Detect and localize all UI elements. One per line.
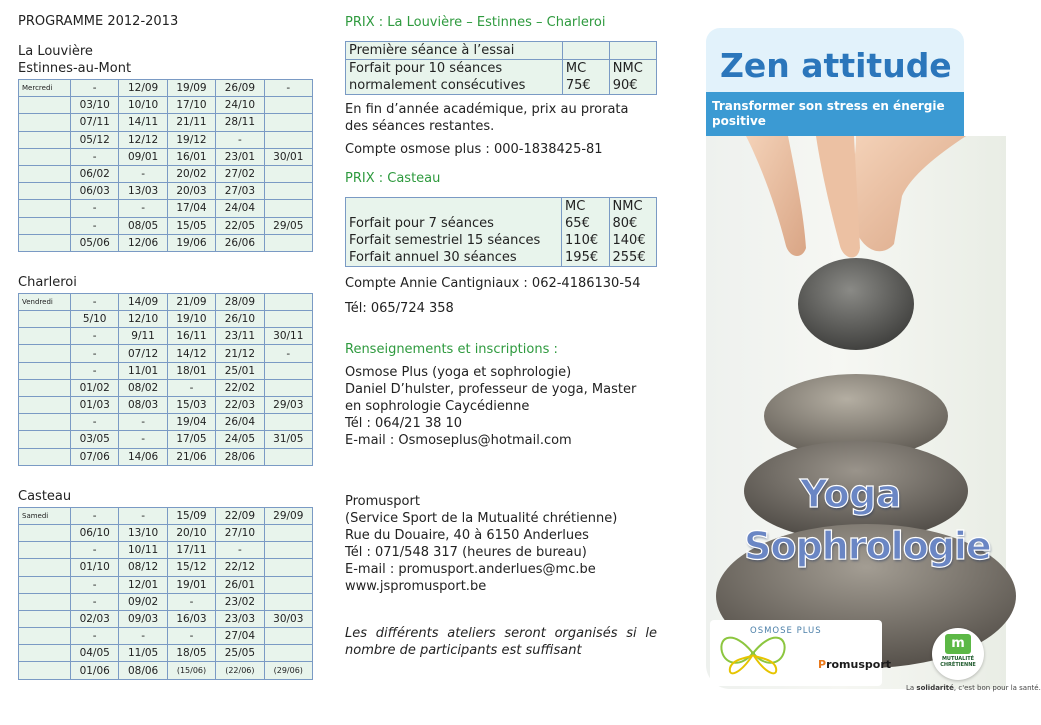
- date-cell: 15/09: [167, 507, 215, 524]
- date-cell: 09/03: [119, 610, 167, 627]
- date-cell: [264, 628, 312, 645]
- location-name: La Louvière: [18, 44, 93, 59]
- osmose-contact: Osmose Plus (yoga et sophrologie) Daniel D’hulster, professeur de yoga, Master en sophrologie Caycédienne Tél : 064/21 38 10 E-mail : Osmoseplus@hotmail.com: [345, 365, 637, 448]
- date-cell: 26/04: [216, 414, 264, 431]
- date-cell: -: [119, 628, 167, 645]
- cover-yoga: Yoga: [800, 472, 901, 516]
- location-name: Casteau: [18, 488, 72, 504]
- date-cell: 01/02: [71, 379, 119, 396]
- date-cell: 09/01: [119, 148, 167, 165]
- date-cell: 17/11: [167, 542, 215, 559]
- date-cell: 07/06: [71, 448, 119, 465]
- table-row: [19, 576, 313, 593]
- date-cell: -: [71, 507, 119, 524]
- promusport-contact: Promusport (Service Sport de la Mutualité chrétienne) Rue du Douaire, 40 à 6150 Anderlues Tél : 071/548 317 (heures de bureau) E-mail : promusport.anderlues@mc.be www.jspromusport.be: [345, 494, 618, 594]
- date-cell: -: [264, 345, 312, 362]
- date-cell: 06/02: [71, 165, 119, 182]
- date-cell: -: [167, 628, 215, 645]
- date-cell: 21/06: [167, 448, 215, 465]
- date-cell: 23/03: [216, 610, 264, 627]
- date-cell: 08/02: [119, 379, 167, 396]
- info-heading: Renseignements et inscriptions :: [345, 342, 558, 357]
- date-cell: 19/09: [167, 80, 215, 97]
- date-cell: (22/06): [216, 662, 264, 679]
- date-cell: 19/06: [167, 234, 215, 251]
- date-cell: -: [71, 80, 119, 97]
- table-row: [19, 628, 313, 645]
- hand-palm-icon: [852, 136, 966, 251]
- date-cell: 16/01: [167, 148, 215, 165]
- date-cell: 26/09: [216, 80, 264, 97]
- date-cell: 16/03: [167, 610, 215, 627]
- date-cell: 12/10: [119, 311, 167, 328]
- table-row: [19, 542, 313, 559]
- date-cell: 30/11: [264, 328, 312, 345]
- table-row: [19, 183, 313, 200]
- date-cell: 31/05: [264, 431, 312, 448]
- table-row: [19, 200, 313, 217]
- table-row: [19, 379, 313, 396]
- date-cell: [264, 200, 312, 217]
- date-cell: [264, 362, 312, 379]
- date-cell: [264, 448, 312, 465]
- date-cell: -: [71, 414, 119, 431]
- table-row: [19, 97, 313, 114]
- programme-title: PROGRAMME 2012-2013: [18, 14, 179, 29]
- date-cell: (29/06): [264, 662, 312, 679]
- date-cell: 23/02: [216, 593, 264, 610]
- table-row: [19, 293, 313, 310]
- date-cell: 22/02: [216, 379, 264, 396]
- date-cell: 06/03: [71, 183, 119, 200]
- table-row: [19, 345, 313, 362]
- date-cell: 19/04: [167, 414, 215, 431]
- date-cell: [264, 114, 312, 131]
- prix2-labels: Forfait pour 7 séances Forfait semestriel 15 séances Forfait annuel 30 séances: [346, 198, 562, 267]
- location-name: Charleroi: [18, 274, 77, 290]
- table-row: [19, 217, 313, 234]
- table-row: [19, 131, 313, 148]
- prix2-nmc: NMC 80€ 140€ 255€: [609, 198, 657, 267]
- schedule-column: [18, 14, 314, 680]
- date-cell: -: [167, 379, 215, 396]
- table-row: [19, 165, 313, 182]
- date-cell: [264, 645, 312, 662]
- prix1-compte: Compte osmose plus : 000-1838425-81: [345, 142, 603, 157]
- date-cell: 01/06: [71, 662, 119, 679]
- date-cell: 14/06: [119, 448, 167, 465]
- prix2-compte: Compte Annie Cantigniaux : 062-4186130-54: [345, 276, 641, 291]
- date-cell: -: [119, 507, 167, 524]
- date-cell: 08/06: [119, 662, 167, 679]
- date-cell: -: [264, 80, 312, 97]
- date-cell: 13/10: [119, 524, 167, 541]
- date-cell: 20/02: [167, 165, 215, 182]
- hand-finger-icon: [746, 136, 806, 256]
- date-cell: 02/03: [71, 610, 119, 627]
- table-row: [19, 448, 313, 465]
- top-stone-icon: [798, 258, 914, 350]
- schedule-section: [18, 488, 314, 680]
- date-cell: 28/11: [216, 114, 264, 131]
- date-cell: 21/11: [167, 114, 215, 131]
- date-cell: [264, 379, 312, 396]
- table-row: [19, 414, 313, 431]
- date-cell: 17/10: [167, 97, 215, 114]
- date-cell: 26/10: [216, 311, 264, 328]
- date-cell: 22/12: [216, 559, 264, 576]
- date-cell: 24/05: [216, 431, 264, 448]
- date-cell: -: [71, 217, 119, 234]
- date-cell: 18/05: [167, 645, 215, 662]
- date-cell: 15/12: [167, 559, 215, 576]
- date-cell: 23/01: [216, 148, 264, 165]
- date-cell: -: [71, 200, 119, 217]
- table-row: [19, 148, 313, 165]
- date-cell: 03/05: [71, 431, 119, 448]
- date-cell: 28/06: [216, 448, 264, 465]
- date-cell: 20/10: [167, 524, 215, 541]
- date-cell: -: [71, 328, 119, 345]
- prix2-table: [345, 197, 657, 267]
- table-row: [19, 559, 313, 576]
- date-cell: [264, 593, 312, 610]
- table-row: [19, 645, 313, 662]
- date-cell: 15/03: [167, 397, 215, 414]
- date-cell: 05/06: [71, 234, 119, 251]
- prix2-tel: Tél: 065/724 358: [345, 301, 454, 316]
- date-cell: -: [216, 542, 264, 559]
- date-cell: 08/03: [119, 397, 167, 414]
- date-cell: -: [119, 165, 167, 182]
- date-cell: 12/09: [119, 80, 167, 97]
- prix2-mc: MC 65€ 110€ 195€: [562, 198, 609, 267]
- prix1-table: [345, 41, 657, 95]
- date-cell: 07/11: [71, 114, 119, 131]
- schedule-sections: [18, 43, 314, 680]
- table-row: [19, 114, 313, 131]
- date-cell: 26/06: [216, 234, 264, 251]
- date-cell: 17/05: [167, 431, 215, 448]
- date-cell: [264, 524, 312, 541]
- table-row: [19, 362, 313, 379]
- schedule-section: [18, 43, 314, 252]
- date-cell: 25/05: [216, 645, 264, 662]
- cover-sophrologie: Sophrologie: [744, 524, 991, 568]
- date-cell: 12/01: [119, 576, 167, 593]
- date-cell: [264, 311, 312, 328]
- date-cell: 19/01: [167, 576, 215, 593]
- date-cell: -: [216, 131, 264, 148]
- prix1-heading: PRIX : La Louvière – Estinnes – Charleroi: [345, 15, 606, 30]
- table-row: [19, 593, 313, 610]
- date-cell: -: [167, 593, 215, 610]
- date-cell: 20/03: [167, 183, 215, 200]
- date-cell: [264, 576, 312, 593]
- date-cell: -: [71, 345, 119, 362]
- date-cell: 12/06: [119, 234, 167, 251]
- date-cell: [264, 542, 312, 559]
- date-cell: -: [71, 593, 119, 610]
- table-row: [19, 610, 313, 627]
- schedule-section: [18, 274, 314, 466]
- date-cell: 29/03: [264, 397, 312, 414]
- date-cell: -: [119, 414, 167, 431]
- date-cell: 21/12: [216, 345, 264, 362]
- date-cell: 11/01: [119, 362, 167, 379]
- mc-mark-icon: m: [945, 634, 971, 654]
- date-cell: 24/10: [216, 97, 264, 114]
- table-row: [19, 507, 313, 524]
- date-cell: -: [71, 576, 119, 593]
- date-cell: 15/05: [167, 217, 215, 234]
- date-cell: 29/09: [264, 507, 312, 524]
- partner-logos: [710, 620, 891, 686]
- date-cell: 08/05: [119, 217, 167, 234]
- date-cell: 10/11: [119, 542, 167, 559]
- date-cell: 12/12: [119, 131, 167, 148]
- date-cell: -: [71, 362, 119, 379]
- prix1-nmc: NMC 90€: [609, 60, 656, 95]
- prix1-row2-label: Forfait pour 10 séances normalement consécutives: [346, 60, 563, 95]
- mutualite-chretienne-logo: m MUTUALITÉ CHRÉTIENNE: [932, 628, 984, 680]
- date-cell: [264, 131, 312, 148]
- table-row: [19, 328, 313, 345]
- date-cell: 5/10: [71, 311, 119, 328]
- date-cell: 30/01: [264, 148, 312, 165]
- date-cell: 22/09: [216, 507, 264, 524]
- osmose-logo-text: OSMOSE PLUS: [750, 626, 822, 636]
- date-cell: 30/03: [264, 610, 312, 627]
- date-cell: 05/12: [71, 131, 119, 148]
- date-cell: 08/12: [119, 559, 167, 576]
- cover-subtitle: Transformer son stress en énergie positive: [706, 92, 964, 136]
- date-cell: 9/11: [119, 328, 167, 345]
- slogan: La solidarité, c'est bon pour la santé.: [906, 684, 1041, 692]
- date-cell: [264, 183, 312, 200]
- date-cell: (15/06): [167, 662, 215, 679]
- date-cell: 28/09: [216, 293, 264, 310]
- table-row: [19, 431, 313, 448]
- date-cell: 29/05: [264, 217, 312, 234]
- table-row: [19, 80, 313, 97]
- date-cell: 10/10: [119, 97, 167, 114]
- date-cell: 07/12: [119, 345, 167, 362]
- date-cell: -: [71, 542, 119, 559]
- date-cell: [264, 234, 312, 251]
- location-name: Estinnes-au-Mont: [18, 61, 132, 76]
- date-cell: 27/03: [216, 183, 264, 200]
- date-cell: 21/09: [167, 293, 215, 310]
- day-label: Samedi: [19, 507, 71, 524]
- date-cell: 04/05: [71, 645, 119, 662]
- date-cell: -: [71, 148, 119, 165]
- date-cell: 13/03: [119, 183, 167, 200]
- date-cell: [264, 414, 312, 431]
- date-cell: 11/05: [119, 645, 167, 662]
- date-cell: 24/04: [216, 200, 264, 217]
- date-cell: 06/10: [71, 524, 119, 541]
- table-row: [19, 234, 313, 251]
- date-cell: 03/10: [71, 97, 119, 114]
- date-cell: 19/12: [167, 131, 215, 148]
- date-cell: 01/03: [71, 397, 119, 414]
- date-cell: -: [119, 200, 167, 217]
- day-label: Vendredi: [19, 293, 71, 310]
- table-row: [19, 662, 313, 679]
- date-cell: 27/04: [216, 628, 264, 645]
- schedule-table: [18, 293, 313, 466]
- date-cell: -: [71, 293, 119, 310]
- date-cell: 26/01: [216, 576, 264, 593]
- date-cell: 19/10: [167, 311, 215, 328]
- schedule-table: [18, 79, 313, 252]
- date-cell: 23/11: [216, 328, 264, 345]
- table-row: [19, 311, 313, 328]
- date-cell: [264, 97, 312, 114]
- date-cell: 17/04: [167, 200, 215, 217]
- cover-title: Zen attitude: [720, 46, 952, 85]
- date-cell: 01/10: [71, 559, 119, 576]
- day-label: Mercredi: [19, 80, 71, 97]
- date-cell: 18/01: [167, 362, 215, 379]
- date-cell: 09/02: [119, 593, 167, 610]
- promusport-logo: Promusport: [818, 658, 891, 671]
- table-row: [19, 524, 313, 541]
- date-cell: 22/05: [216, 217, 264, 234]
- schedule-table: [18, 507, 313, 680]
- date-cell: 22/03: [216, 397, 264, 414]
- stones-illustration: [706, 136, 1006, 689]
- date-cell: 27/02: [216, 165, 264, 182]
- date-cell: 25/01: [216, 362, 264, 379]
- date-cell: 27/10: [216, 524, 264, 541]
- prix2-heading: PRIX : Casteau: [345, 171, 441, 186]
- footer-note: Les différents ateliers seront organisés si le nombre de participants est suffisant: [345, 626, 657, 658]
- date-cell: 14/12: [167, 345, 215, 362]
- table-row: [19, 397, 313, 414]
- date-cell: -: [71, 628, 119, 645]
- prix1-row1-label: Première séance à l’essai: [346, 42, 563, 60]
- stones-photo: [706, 136, 1006, 689]
- date-cell: -: [119, 431, 167, 448]
- date-cell: [264, 293, 312, 310]
- date-cell: [264, 559, 312, 576]
- prix1-mc: MC 75€: [562, 60, 609, 95]
- prix1-note: En fin d’année académique, prix au prorata des séances restantes.: [345, 102, 629, 134]
- date-cell: 14/11: [119, 114, 167, 131]
- prices-column: [345, 14, 657, 659]
- date-cell: [264, 165, 312, 182]
- date-cell: 16/11: [167, 328, 215, 345]
- date-cell: 14/09: [119, 293, 167, 310]
